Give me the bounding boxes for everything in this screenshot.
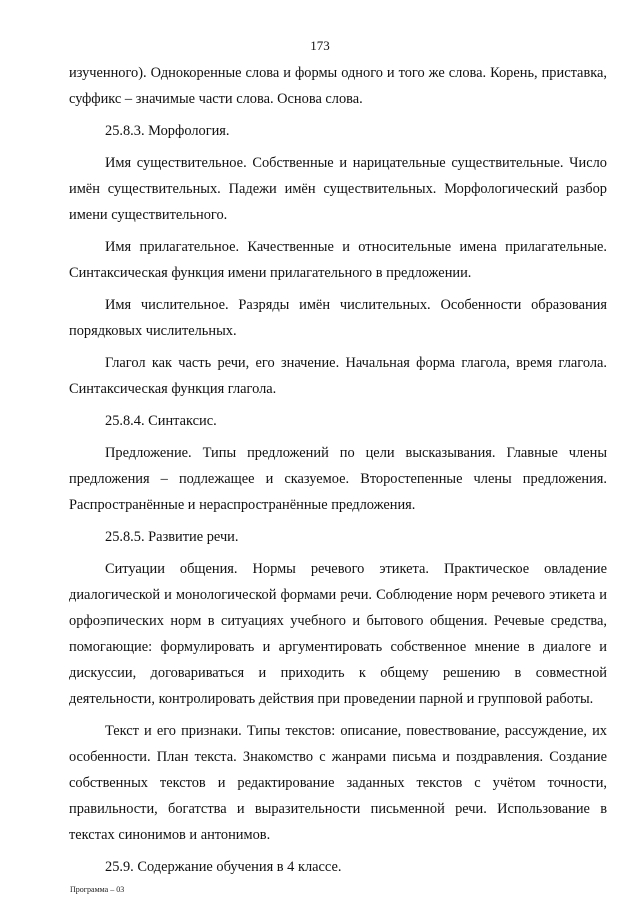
paragraph: изученного). Однокоренные слова и формы одного и того же слова. Корень, приставка, суффикс – значимые части слова. Основа слова.: [69, 65, 607, 107]
section-heading: 25.9. Содержание обучения в 4 классе.: [105, 859, 342, 875]
paragraph: Имя существительное. Собственные и нарицательные существительные. Число имён существительных. Падежи имён существительных. Морфологический разбор имени существительного.: [69, 155, 607, 223]
document-body: [69, 60, 607, 880]
paragraph: Текст и его признаки. Типы текстов: описание, повествование, рассуждение, их особенности. План текста. Знакомство с жанрами письма и поздравления. Создание собственных текстов и редактирование заданных текстов с учётом точности, правильности, богатства и выразительности письменной речи. Использование в текстах синонимов и антонимов.: [69, 723, 607, 843]
page-number: 173: [310, 38, 330, 53]
paragraph: Глагол как часть речи, его значение. Начальная форма глагола, время глагола. Синтаксическая функция глагола.: [69, 355, 607, 397]
paragraph: Ситуации общения. Нормы речевого этикета. Практическое овладение диалогической и монологической формами речи. Соблюдение норм речевого этикета и орфоэпических норм в ситуациях учебного и бытового общения. Речевые средства, помогающие: формулировать и аргументировать собственное мнение в диалоге и дискуссии, договариваться и приходить к общему решению в совместной деятельности, контролировать действия при проведении парной и групповой работы.: [69, 561, 607, 707]
paragraph: Имя прилагательное. Качественные и относительные имена прилагательные. Синтаксическая функция имени прилагательного в предложении.: [69, 239, 607, 281]
paragraph: Предложение. Типы предложений по цели высказывания. Главные члены предложения – подлежащее и сказуемое. Второстепенные члены предложения. Распространённые и нераспространённые предложения.: [69, 445, 607, 513]
section-heading: 25.8.5. Развитие речи.: [105, 529, 239, 545]
section-heading: 25.8.4. Синтаксис.: [105, 413, 217, 429]
footer-note: Программа – 03: [70, 885, 125, 894]
paragraph: Имя числительное. Разряды имён числительных. Особенности образования порядковых числительных.: [69, 297, 607, 339]
section-heading: 25.8.3. Морфология.: [105, 123, 230, 139]
